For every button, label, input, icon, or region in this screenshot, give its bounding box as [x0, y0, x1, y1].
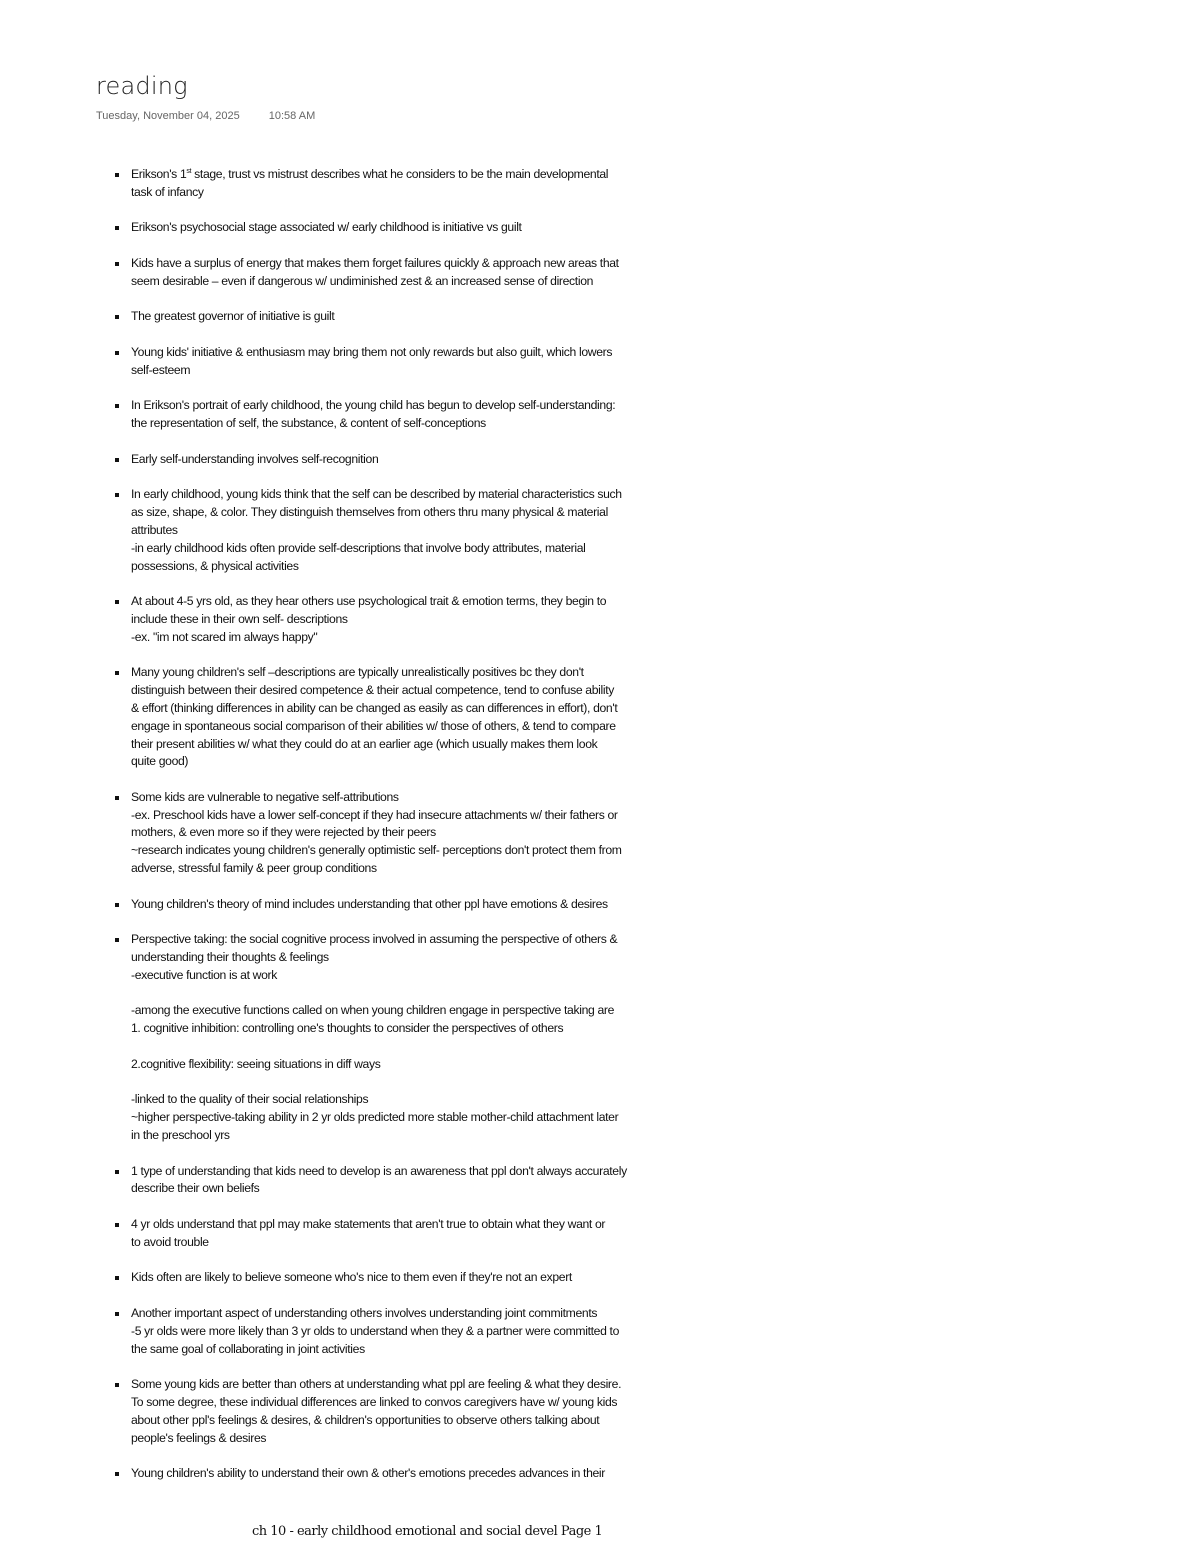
- note-line: -ex. Preschool kids have a lower self-concept if they had insecure attachments w/ their fathers or: [131, 807, 618, 822]
- note-line: seem desirable – even if dangerous w/ undiminished zest & an increased sense of direction: [131, 273, 594, 288]
- note-line: 1 type of understanding that kids need to develop is an awareness that ppl don't always accurately: [131, 1163, 627, 1178]
- note-line: about other ppl's feelings & desires, & children's opportunities to observe others talking about: [131, 1412, 600, 1427]
- note-line: mothers, & even more so if they were rejected by their peers: [131, 825, 436, 840]
- note-line: quite good): [131, 754, 189, 769]
- note-line: To some degree, these individual differences are linked to convos caregivers have w/ young kids: [131, 1394, 618, 1409]
- note-line: possessions, & physical activities: [131, 558, 299, 573]
- list-item: [112, 896, 722, 914]
- note-line: include these in their own self- descriptions: [131, 611, 348, 626]
- bullet-icon: [115, 671, 119, 675]
- page-meta: [96, 110, 315, 122]
- bullet-icon: [115, 351, 119, 355]
- bullet-icon: [115, 1170, 119, 1174]
- blank-line: [131, 985, 722, 1003]
- note-line: Kids often are likely to believe someone who's nice to them even if they're not an expert: [131, 1270, 572, 1285]
- note-line: self-esteem: [131, 362, 191, 377]
- note-line: Kids have a surplus of energy that makes them forget failures quickly & approach new areas that: [131, 255, 619, 270]
- note-line: ~higher perspective-taking ability in 2 yr olds predicted more stable mother-child attachment later: [131, 1110, 619, 1125]
- note-line: & effort (thinking differences in ability can be changed as easily as can differences in effort), don't: [131, 700, 618, 715]
- bullet-icon: [115, 796, 119, 800]
- note-line: -ex. "im not scared im always happy": [131, 629, 318, 644]
- note-line: At about 4-5 yrs old, as they hear others use psychological trait & emotion terms, they begin to: [131, 594, 607, 609]
- list-item: [112, 664, 722, 771]
- bullet-icon: [115, 903, 119, 907]
- blank-line: [131, 1074, 722, 1092]
- bullet-icon: [115, 404, 119, 408]
- note-line: In Erikson's portrait of early childhood, the young child has begun to develop self-understanding:: [131, 398, 616, 413]
- note-line: -linked to the quality of their social relationships: [131, 1092, 369, 1107]
- bullet-icon: [115, 938, 119, 942]
- note-line: -5 yr olds were more likely than 3 yr olds to understand when they & a partner were committed to: [131, 1323, 619, 1338]
- note-line: Young children's theory of mind includes understanding that other ppl have emotions & desires: [131, 896, 608, 911]
- bullet-icon: [115, 1312, 119, 1316]
- note-line: Some kids are vulnerable to negative self-attributions: [131, 789, 399, 804]
- list-item: [112, 219, 722, 237]
- note-line: as size, shape, & color. They distinguish themselves from others thru many physical & material: [131, 505, 608, 520]
- note-line: 2.cognitive flexibility: seeing situations in diff ways: [131, 1056, 381, 1071]
- bullet-icon: [115, 493, 119, 497]
- list-item: [112, 789, 722, 878]
- bullet-icon: [115, 315, 119, 319]
- note-line: In early childhood, young kids think that the self can be described by material characteristics such: [131, 487, 622, 502]
- list-item: [112, 1376, 722, 1447]
- note-line: -executive function is at work: [131, 967, 277, 982]
- note-line: ~research indicates young children's generally optimistic self- perceptions don't protect them from: [131, 843, 622, 858]
- list-item: [112, 344, 722, 380]
- note-line: Erikson's 1st stage, trust vs mistrust describes what he considers to be the main developmental: [131, 167, 609, 181]
- note-line: 1. cognitive inhibition: controlling one's thoughts to consider the perspectives of others: [131, 1021, 564, 1036]
- blank-line: [131, 1038, 722, 1056]
- note-line: Young children's ability to understand their own & other's emotions precedes advances in their: [131, 1466, 605, 1481]
- page-time: 10:58 AM: [268, 110, 316, 122]
- page-title: reading: [96, 72, 188, 100]
- list-item: [112, 166, 722, 202]
- bullet-icon: [115, 262, 119, 266]
- notes-list: [112, 166, 722, 1501]
- note-line: people's feelings & desires: [131, 1430, 267, 1445]
- bullet-icon: [115, 458, 119, 462]
- note-line: Many young children's self –descriptions are typically unrealistically positives bc they don't: [131, 665, 584, 680]
- list-item: [112, 593, 722, 646]
- bullet-icon: [115, 226, 119, 230]
- list-item: [112, 308, 722, 326]
- note-line: Young kids' initiative & enthusiasm may bring them not only rewards but also guilt, which lowers: [131, 344, 613, 359]
- list-item: [112, 931, 722, 1145]
- list-item: [112, 1305, 722, 1358]
- note-line: -among the executive functions called on when young children engage in perspective taking are: [131, 1003, 615, 1018]
- note-line: adverse, stressful family & peer group conditions: [131, 861, 377, 876]
- list-item: [112, 1163, 722, 1199]
- note-line: The greatest governor of initiative is guilt: [131, 309, 335, 324]
- page-date: Tuesday, November 04, 2025: [96, 110, 240, 122]
- note-line: 4 yr olds understand that ppl may make statements that aren't true to obtain what they want or: [131, 1217, 606, 1232]
- note-line: the representation of self, the substance, & content of self-conceptions: [131, 416, 486, 431]
- note-line: in the preschool yrs: [131, 1128, 230, 1143]
- list-item: [112, 1216, 722, 1252]
- list-item: [112, 1269, 722, 1287]
- note-line: describe their own beliefs: [131, 1181, 260, 1196]
- list-item: [112, 451, 722, 469]
- note-line: attributes: [131, 522, 178, 537]
- note-line: engage in spontaneous social comparison of their abilities w/ those of others, & tend to compare: [131, 718, 616, 733]
- bullet-icon: [115, 1383, 119, 1387]
- page-footer: ch 10 - early childhood emotional and social devel Page 1: [252, 1524, 603, 1539]
- note-line: Perspective taking: the social cognitive process involved in assuming the perspective of others &: [131, 932, 618, 947]
- note-line: Early self-understanding involves self-recognition: [131, 451, 379, 466]
- bullet-icon: [115, 1276, 119, 1280]
- bullet-icon: [115, 600, 119, 604]
- note-line: Erikson's psychosocial stage associated w/ early childhood is initiative vs guilt: [131, 220, 522, 235]
- note-line: distinguish between their desired competence & their actual competence, tend to confuse ability: [131, 683, 614, 698]
- note-line: Some young kids are better than others at understanding what ppl are feeling & what they desire.: [131, 1377, 622, 1392]
- note-line: understanding their thoughts & feelings: [131, 950, 329, 965]
- note-line: the same goal of collaborating in joint activities: [131, 1341, 365, 1356]
- note-line: -in early childhood kids often provide self-descriptions that involve body attributes, material: [131, 540, 586, 555]
- list-item: [112, 1465, 722, 1483]
- bullet-icon: [115, 1472, 119, 1476]
- bullet-icon: [115, 1223, 119, 1227]
- note-line: to avoid trouble: [131, 1234, 209, 1249]
- note-line: task of infancy: [131, 184, 204, 199]
- note-line: their present abilities w/ what they could do at an earlier age (which usually makes them look: [131, 736, 598, 751]
- note-line: Another important aspect of understanding others involves understanding joint commitments: [131, 1306, 598, 1320]
- list-item: [112, 486, 722, 575]
- bullet-icon: [115, 173, 119, 177]
- list-item: [112, 397, 722, 433]
- list-item: [112, 255, 722, 291]
